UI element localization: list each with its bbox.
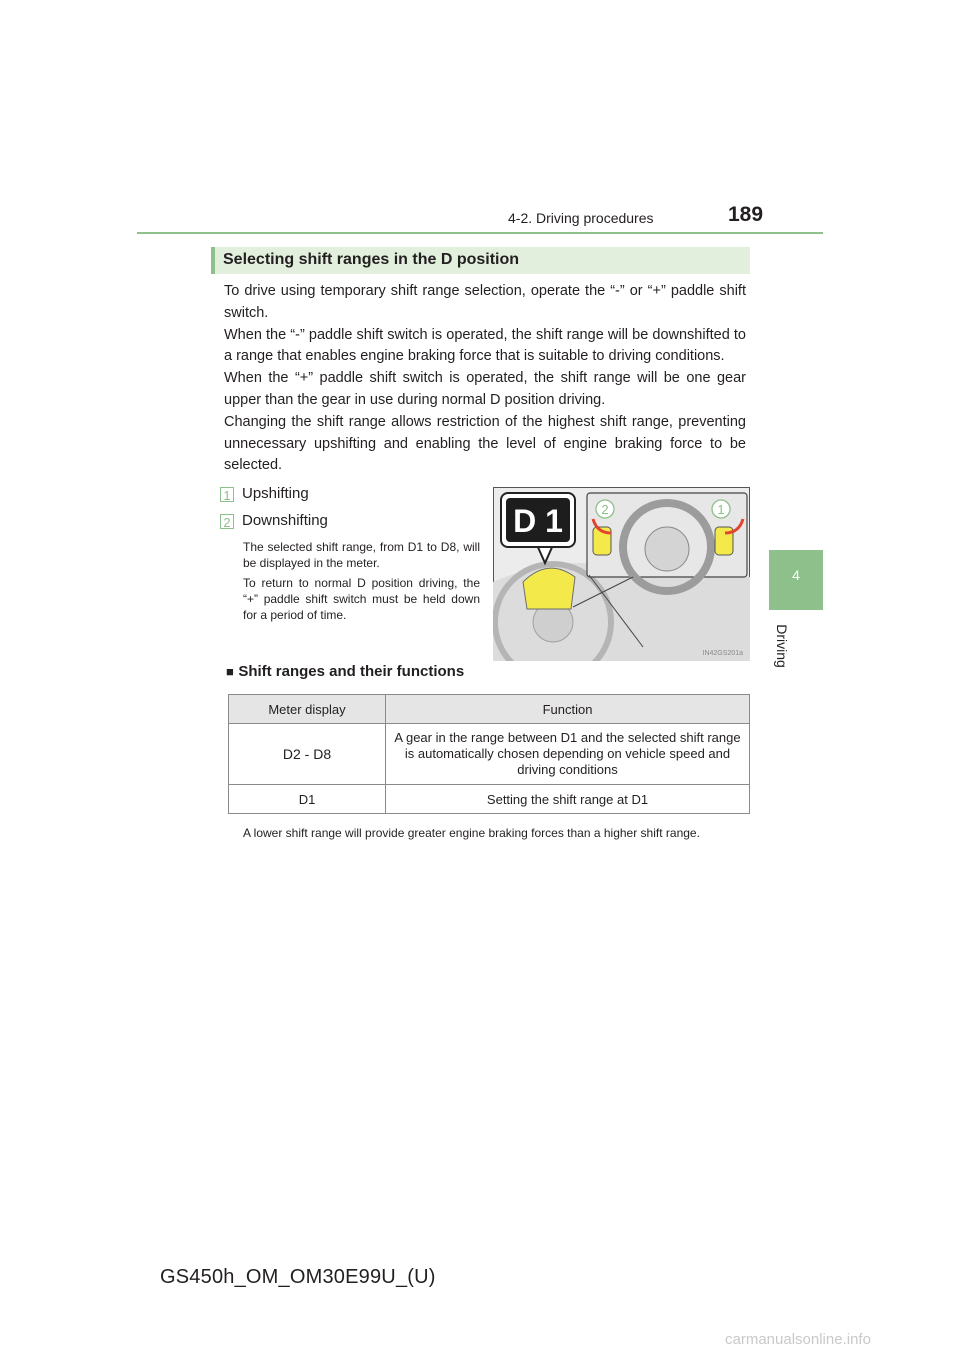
section-heading: Selecting shift ranges in the D position (223, 251, 520, 268)
page-number: 189 (728, 203, 764, 226)
table-row (229, 785, 750, 814)
intro-text (224, 281, 746, 477)
intro-paragraph: When the “-” paddle shift switch is operated, the shift range will be downshifted to a range that enables engine braking force that is suitable to driving conditions. (224, 326, 746, 365)
list-item-upshifting: Upshifting (242, 485, 309, 502)
chapter-number: 4 (792, 567, 800, 583)
table-note: A lower shift range will provide greater engine braking forces than a higher shift range. (243, 826, 700, 840)
callout-2: 2 (601, 502, 609, 517)
running-header-section: 4-2. Driving procedures (508, 210, 654, 226)
table-header: Meter display (229, 695, 386, 724)
table-cell: A gear in the range between D1 and the selected shift range is automatically chosen depending on vehicle speed and driving conditions (386, 724, 750, 785)
callout-1: 1 (717, 502, 725, 517)
paddle-shift-illustration (493, 487, 750, 661)
chapter-label: Driving (774, 624, 790, 668)
table-header: Function (386, 695, 750, 724)
header-divider (137, 232, 823, 234)
table-row (229, 724, 750, 785)
meter-display-text: D 1 (513, 503, 563, 539)
table-cell: Setting the shift range at D1 (386, 785, 750, 814)
intro-paragraph: When the “+” paddle shift switch is operated, the shift range will be one gear upper than the gear in use during normal D position driving. (224, 370, 746, 408)
section-heading-bar (211, 247, 750, 274)
square-bullet-icon: ■ (226, 664, 234, 679)
watermark: carmanualsonline.info (725, 1331, 871, 1348)
list-item-downshifting: Downshifting (242, 512, 328, 529)
list-marker-1: 1 (220, 487, 234, 502)
table-cell: D1 (229, 785, 386, 814)
document-code-footer: GS450h_OM_OM30E99U_(U) (160, 1266, 436, 1288)
subheading-text: Shift ranges and their functions (238, 663, 465, 680)
subheading (226, 663, 464, 681)
intro-paragraph: Changing the shift range allows restriction of the highest shift range, preventing unnecessary upshifting and enabling the level of engine braking force to be selected. (224, 413, 746, 474)
list-marker-2: 2 (220, 514, 234, 529)
illustration-code: IN42GS201a (702, 650, 743, 657)
table-cell: D2 - D8 (229, 724, 386, 785)
list-note: The selected shift range, from D1 to D8, will be displayed in the meter. (243, 540, 480, 571)
intro-paragraph: To drive using temporary shift range selection, operate the “-” or “+” paddle shift switch. (224, 283, 746, 321)
list-note: To return to normal D position driving, the “+” paddle shift switch must be held down for a period of time. (243, 576, 480, 623)
shift-range-table (228, 694, 750, 814)
